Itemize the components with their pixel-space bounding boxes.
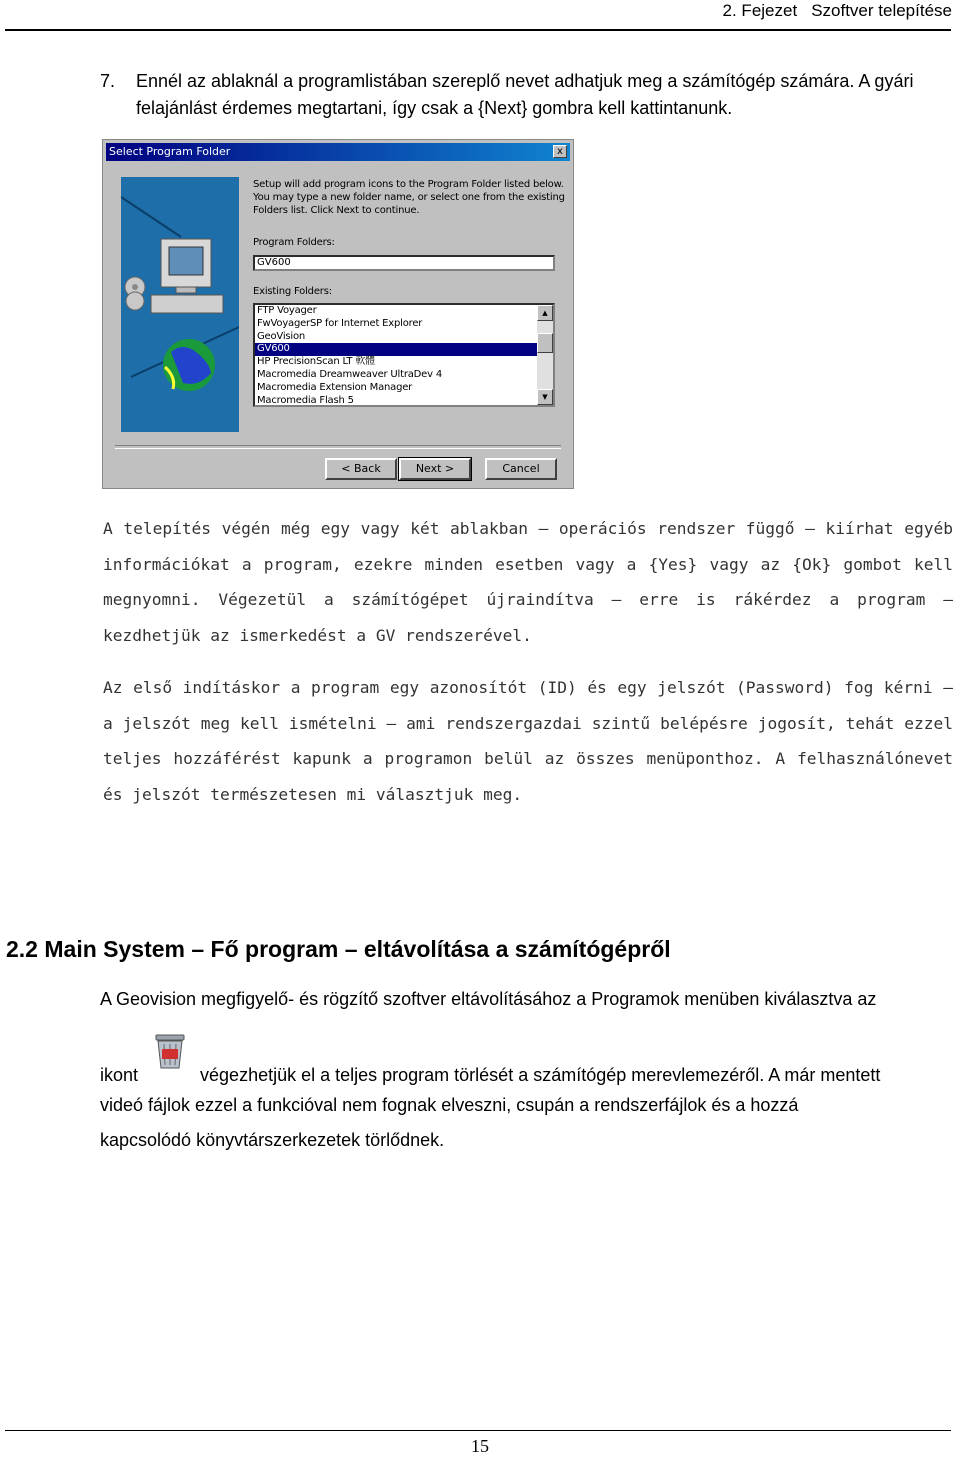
section-line-2-before: ikont <box>100 1065 139 1085</box>
setup-illustration <box>121 177 239 432</box>
header-rule <box>5 29 951 31</box>
step-7 <box>100 68 950 122</box>
page-header <box>0 0 952 28</box>
existing-folders-label: Existing Folders: <box>253 286 332 297</box>
section-line-4: kapcsolódó könyvtárszerkezetek törlődnek. <box>100 1130 445 1150</box>
scroll-thumb[interactable] <box>537 333 553 353</box>
scroll-down-arrow-icon[interactable]: ▼ <box>537 389 553 405</box>
back-button[interactable]: < Back <box>325 458 397 480</box>
section-line-2 <box>100 1049 955 1089</box>
folder-list-item-selected[interactable]: GV600 <box>255 343 541 356</box>
existing-folders-list[interactable] <box>253 303 555 407</box>
computer-globe-icon <box>121 177 239 432</box>
uninstall-trash-icon <box>150 1031 190 1071</box>
select-program-folder-dialog <box>102 139 574 489</box>
section-heading: 2.2 Main System – Fő program – eltávolítása a számítógépről <box>6 936 671 962</box>
folder-list-item[interactable]: Macromedia Dreamweaver UltraDev 4 <box>257 368 442 380</box>
step-number: 7. <box>100 71 116 91</box>
header-title: Szoftver telepítése <box>811 1 952 20</box>
header-chapter: 2. Fejezet <box>722 1 798 20</box>
paragraph-installation-end: A telepítés végén még egy vagy két ablakban – operációs rendszer függő – kiírhat egyéb információkat a program, ezekre minden esetben vagy a {Yes} vagy az {Ok} gombot kell megnyomni. Végezetül a számítógépet újraindítva – erre is rákérdez a program – kezdhetjük az ismerkedést a GV rendszerével. <box>103 519 953 645</box>
close-button[interactable]: x <box>553 145 567 158</box>
step-text: Ennél az ablaknál a programlistában szereplő nevet adhatjuk meg a számítógép számára. A gyári felajánlást érdemes megtartani, így csak a {Next} gombra kell kattintanunk. <box>136 71 914 118</box>
section-line-1: A Geovision megfigyelő- és rögzítő szoftver eltávolításához a Programok menüben kiválasztva az <box>100 989 877 1009</box>
folder-list-item[interactable]: FTP Voyager <box>257 305 317 316</box>
dialog-intro-line-2: You may type a new folder name, or select one from the existing <box>253 192 565 203</box>
section-line-2-after: végezhetjük el a teljes program törlését a számítógép merevlemezéről. A már mentett <box>200 1065 881 1085</box>
folder-list-item[interactable]: HP PrecisionScan LT 軟體 <box>257 356 375 368</box>
folder-list-item[interactable]: GeoVision <box>257 330 306 342</box>
scroll-up-arrow-icon[interactable]: ▲ <box>537 305 553 321</box>
page-number: 15 <box>471 1436 489 1456</box>
dialog-intro-line-1: Setup will add program icons to the Program Folder listed below. <box>253 179 564 190</box>
program-folders-label: Program Folders: <box>253 237 335 248</box>
dialog-title: Select Program Folder <box>109 145 231 158</box>
dialog-titlebar <box>106 143 570 161</box>
program-folder-input[interactable]: GV600 <box>253 255 555 271</box>
next-button[interactable]: Next > <box>399 458 471 480</box>
cancel-button[interactable]: Cancel <box>485 458 557 480</box>
paragraph-first-start: Az első indításkor a program egy azonosítót (ID) és egy jelszót (Password) fog kérni – a jelszót meg kell ismételni – ami rendszergazdai szintű belépésre jogosít, tehát ezzel teljes hozzáférést kapunk a programon belül az összes menüponthoz. A felhasználónevet és jelszót természetesen mi választjuk meg. <box>103 678 953 804</box>
folder-list-item[interactable]: FwVoyagerSP for Internet Explorer <box>257 317 423 329</box>
folder-list-scrollbar[interactable] <box>537 305 553 405</box>
folder-list-item[interactable]: Macromedia Extension Manager <box>257 381 413 393</box>
dialog-intro-line-3: Folders list. Click Next to continue. <box>253 205 420 216</box>
section-line-3: videó fájlok ezzel a funkcióval nem fognak elveszni, csupán a rendszerfájlok és a hozzá <box>100 1095 799 1115</box>
folder-list-item[interactable]: Macromedia Flash 5 <box>257 394 354 406</box>
footer-rule <box>5 1430 951 1431</box>
dialog-separator <box>115 445 561 449</box>
